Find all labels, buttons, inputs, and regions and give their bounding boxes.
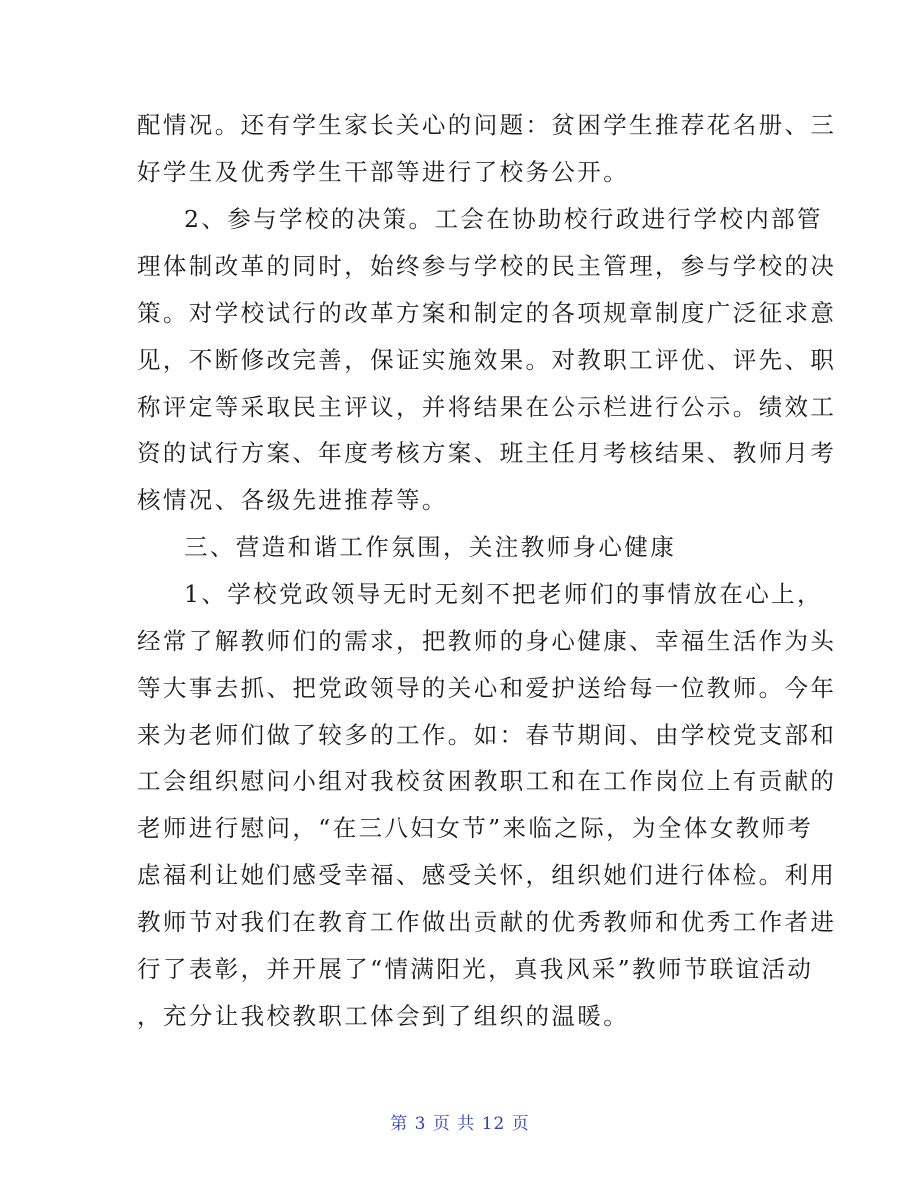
paragraph-line: 2、参与学校的决策。工会在协助校行政进行学校内部管 bbox=[184, 205, 823, 233]
paragraph-line: 核情况、各级先进推荐等。 bbox=[137, 486, 448, 514]
page-number-footer: 第 3 页 共 12 页 bbox=[390, 1114, 530, 1134]
paragraph-line: 称评定等采取民主评议，并将结果在公示栏进行公示。绩效工 bbox=[137, 393, 837, 421]
paragraph-line: 老师进行慰问，“在三八妇女节”来临之际，为全体女教师考 bbox=[137, 814, 814, 842]
paragraph-line: 好学生及优秀学生干部等进行了校务公开。 bbox=[137, 158, 630, 186]
paragraph-line: 来为老师们做了较多的工作。如：春节期间、由学校党支部和 bbox=[137, 721, 837, 749]
paragraph-line: 等大事去抓、把党政领导的关心和爱护送给每一位教师。今年 bbox=[137, 674, 837, 702]
paragraph-line: 资的试行方案、年度考核方案、班主任月考核结果、教师月考 bbox=[137, 439, 837, 467]
paragraph-line: 见，不断修改完善，保证实施效果。对教职工评优、评先、职 bbox=[137, 346, 837, 374]
paragraph-line: 1、学校党政领导无时无刻不把老师们的事情放在心上， bbox=[184, 580, 823, 608]
paragraph-line: 策。对学校试行的改革方案和制定的各项规章制度广泛征求意 bbox=[137, 299, 837, 327]
paragraph-line: 理体制改革的同时，始终参与学校的民主管理，参与学校的决 bbox=[137, 252, 837, 280]
paragraph-line: 虑福利让她们感受幸福、感受关怀，组织她们进行体检。利用 bbox=[137, 861, 837, 889]
paragraph-line: 教师节对我们在教育工作做出贡献的优秀教师和优秀工作者进 bbox=[137, 908, 837, 936]
section-heading: 三、营造和谐工作氛围，关注教师身心健康 bbox=[184, 533, 677, 561]
paragraph-line: 行了表彰，并开展了“情满阳光，真我风采”教师节联谊活动 bbox=[137, 955, 814, 983]
paragraph-line: ，充分让我校教职工体会到了组织的温暖。 bbox=[137, 1002, 630, 1030]
paragraph-line: 经常了解教师们的需求，把教师的身心健康、幸福生活作为头 bbox=[137, 627, 837, 655]
paragraph-line: 工会组织慰问小组对我校贫困教职工和在工作岗位上有贡献的 bbox=[137, 767, 837, 795]
paragraph-line: 配情况。还有学生家长关心的问题：贫困学生推荐花名册、三 bbox=[137, 111, 837, 139]
